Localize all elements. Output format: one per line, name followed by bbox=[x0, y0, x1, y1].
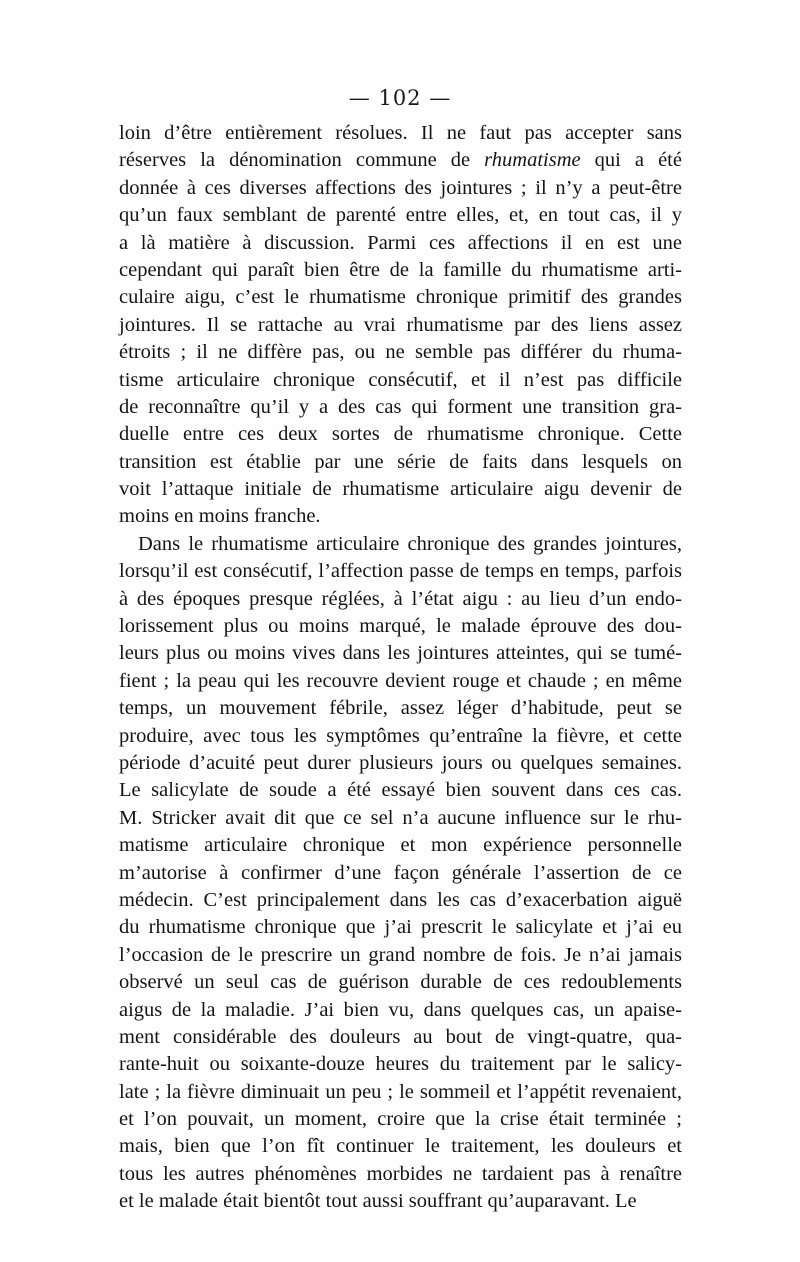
text-line: étroits ; il ne diffère pas, ou ne semble pas différer du rhuma- bbox=[119, 341, 682, 364]
text-line: cependant qui paraît bien être de la famille du rhumatisme arti- bbox=[119, 258, 682, 281]
text-line: late ; la fièvre diminuait un peu ; le sommeil et l’appétit revenaient, bbox=[119, 1080, 682, 1103]
text-line: matisme articulaire chronique et mon expérience personnelle bbox=[119, 834, 682, 857]
text-line: lorsqu’il est consécutif, l’affection passe de temps en temps, parfois bbox=[119, 560, 682, 583]
text-line: ment considérable des douleurs au bout de vingt-quatre, qua- bbox=[119, 1025, 682, 1048]
text-line: Dans le rhumatisme articulaire chronique des grandes jointures, bbox=[138, 532, 682, 555]
paragraph-2 bbox=[119, 531, 682, 1216]
body-text bbox=[119, 120, 682, 1216]
text-line: m’autorise à confirmer d’une façon générale l’assertion de ce bbox=[119, 861, 682, 884]
text-line: loin d’être entièrement résolues. Il ne faut pas accepter sans bbox=[119, 122, 682, 144]
text-line: du rhumatisme chronique que j’ai prescrit le salicylate et j’ai eu bbox=[119, 916, 682, 939]
text-line: et l’on pouvait, un moment, croire que la crise était terminée ; bbox=[119, 1108, 682, 1131]
text-line: culaire aigu, c’est le rhumatisme chronique primitif des grandes bbox=[119, 286, 682, 309]
text-line: lorissement plus ou moins marqué, le malade éprouve des dou- bbox=[119, 615, 682, 638]
text-line: Le salicylate de soude a été essayé bien souvent dans ces cas. bbox=[119, 779, 682, 802]
text-line: leurs plus ou moins vives dans les jointures atteintes, qui se tumé- bbox=[119, 642, 682, 665]
text-line: observé un seul cas de guérison durable de ces redoublements bbox=[119, 971, 682, 994]
text-line: de reconnaître qu’il y a des cas qui forment une transition gra- bbox=[119, 395, 682, 418]
page-number: — 102 — bbox=[348, 86, 452, 110]
text-line: qu’un faux semblant de parenté entre elles, et, en tout cas, il y bbox=[119, 204, 682, 227]
paragraph-1 bbox=[119, 120, 682, 531]
text-line: temps, un mouvement fébrile, assez léger d’habitude, peut se bbox=[119, 697, 682, 720]
text-line: jointures. Il se rattache au vrai rhumatisme par des liens assez bbox=[119, 313, 682, 336]
text-line: aigus de la maladie. J’ai bien vu, dans quelques cas, un apaise- bbox=[119, 998, 682, 1021]
text-line: duelle entre ces deux sortes de rhumatisme chronique. Cette bbox=[119, 423, 682, 446]
text-line: période d’acuité peut durer plusieurs jours ou quelques semaines. bbox=[119, 751, 682, 774]
text-line: rante-huit ou soixante-douze heures du traitement par le salicy- bbox=[119, 1053, 682, 1076]
text-line: et le malade était bientôt tout aussi souffrant qu’auparavant. Le bbox=[119, 1190, 637, 1213]
text-line: voit l’attaque initiale de rhumatisme articulaire aigu devenir de bbox=[119, 478, 682, 501]
text-line: tous les autres phénomènes morbides ne tardaient pas à renaître bbox=[119, 1162, 682, 1185]
text-line: M. Stricker avait dit que ce sel n’a aucune influence sur le rhu- bbox=[119, 806, 682, 829]
text-line: tisme articulaire chronique consécutif, et il n’est pas difficile bbox=[119, 368, 682, 391]
text-line: à des époques presque réglées, à l’état aigu : au lieu d’un endo- bbox=[119, 587, 682, 610]
text-line: transition est établie par une série de faits dans lesquels on bbox=[119, 450, 682, 473]
text-line: réserves la dénomination commune de rhumatisme qui a été bbox=[119, 149, 682, 172]
text-line: mais, bien que l’on fît continuer le traitement, les douleurs et bbox=[119, 1135, 682, 1158]
text-line: médecin. C’est principalement dans les cas d’exacerbation aiguë bbox=[119, 888, 682, 911]
text-line: fient ; la peau qui les recouvre devient rouge et chaude ; en même bbox=[119, 669, 682, 692]
text-line: a là matière à discussion. Parmi ces affections il en est une bbox=[119, 231, 682, 254]
text-line: moins en moins franche. bbox=[119, 505, 321, 528]
text-line: l’occasion de le prescrire un grand nombre de fois. Je n’ai jamais bbox=[119, 943, 682, 966]
text-line: donnée à ces diverses affections des jointures ; il n’y a peut-être bbox=[119, 176, 682, 199]
text-line: produire, avec tous les symptômes qu’entraîne la fièvre, et cette bbox=[119, 724, 682, 747]
